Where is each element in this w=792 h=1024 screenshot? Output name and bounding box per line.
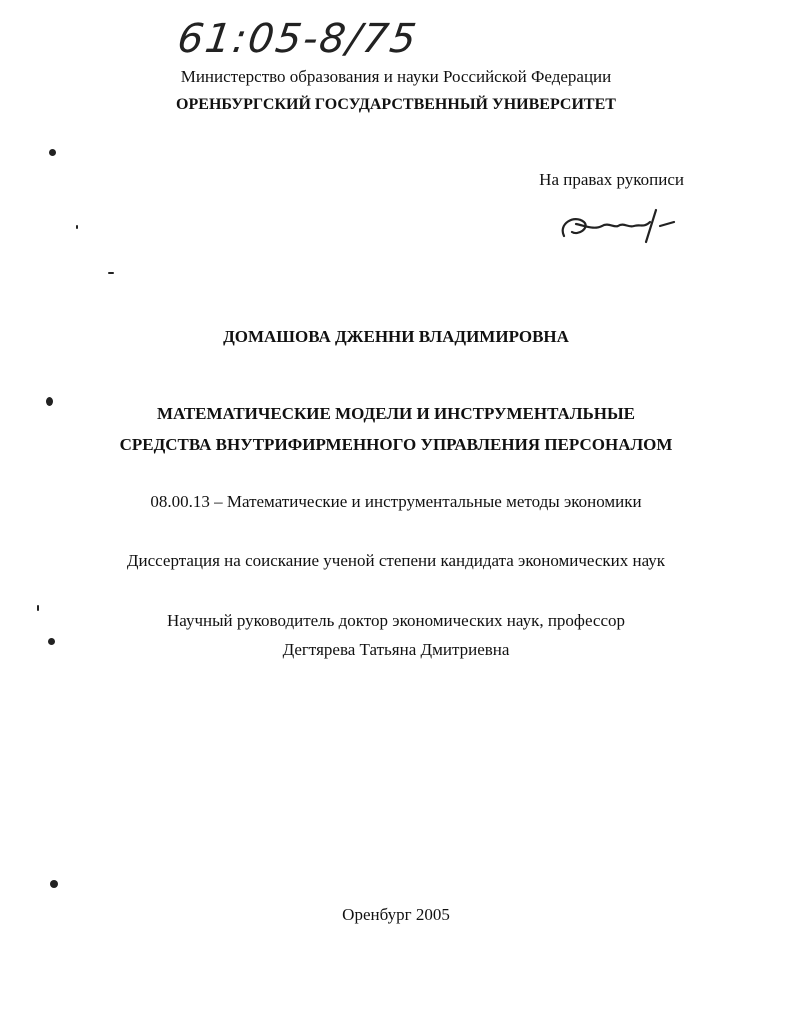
scan-speck bbox=[49, 149, 56, 156]
scan-speck bbox=[46, 397, 53, 406]
city-year: Оренбург 2005 bbox=[342, 905, 450, 924]
university-heading: ОРЕНБУРГСКИЙ ГОСУДАРСТВЕННЫЙ УНИВЕРСИТЕТ bbox=[176, 96, 616, 113]
scan-speck bbox=[37, 605, 39, 611]
rights-notice: На правах рукописи bbox=[539, 170, 684, 189]
scan-speck bbox=[48, 638, 55, 645]
author-name: ДОМАШОВА ДЖЕННИ ВЛАДИМИРОВНА bbox=[223, 327, 569, 346]
signature-image bbox=[556, 206, 686, 248]
handwritten-archive-code: 61:05-8/75 bbox=[174, 16, 421, 62]
degree-statement: Диссертация на соискание ученой степени кандидата экономических наук bbox=[126, 551, 666, 570]
scan-speck bbox=[50, 880, 58, 888]
advisor-title: Научный руководитель доктор экономических наук, профессор bbox=[166, 611, 626, 630]
ministry-heading: Министерство образования и науки Российской Федерации bbox=[180, 67, 612, 86]
scan-speck bbox=[76, 225, 78, 229]
thesis-title-line-2: СРЕДСТВА ВНУТРИФИРМЕННОГО УПРАВЛЕНИЯ ПЕРСОНАЛОМ bbox=[119, 435, 673, 454]
thesis-title-line-1: МАТЕМАТИЧЕСКИЕ МОДЕЛИ И ИНСТРУМЕНТАЛЬНЫЕ bbox=[156, 404, 635, 423]
advisor-name: Дегтярева Татьяна Дмитриевна bbox=[282, 640, 510, 659]
scan-speck bbox=[108, 272, 114, 274]
specialty-code: 08.00.13 – Математические и инструментальные методы экономики bbox=[150, 492, 642, 511]
